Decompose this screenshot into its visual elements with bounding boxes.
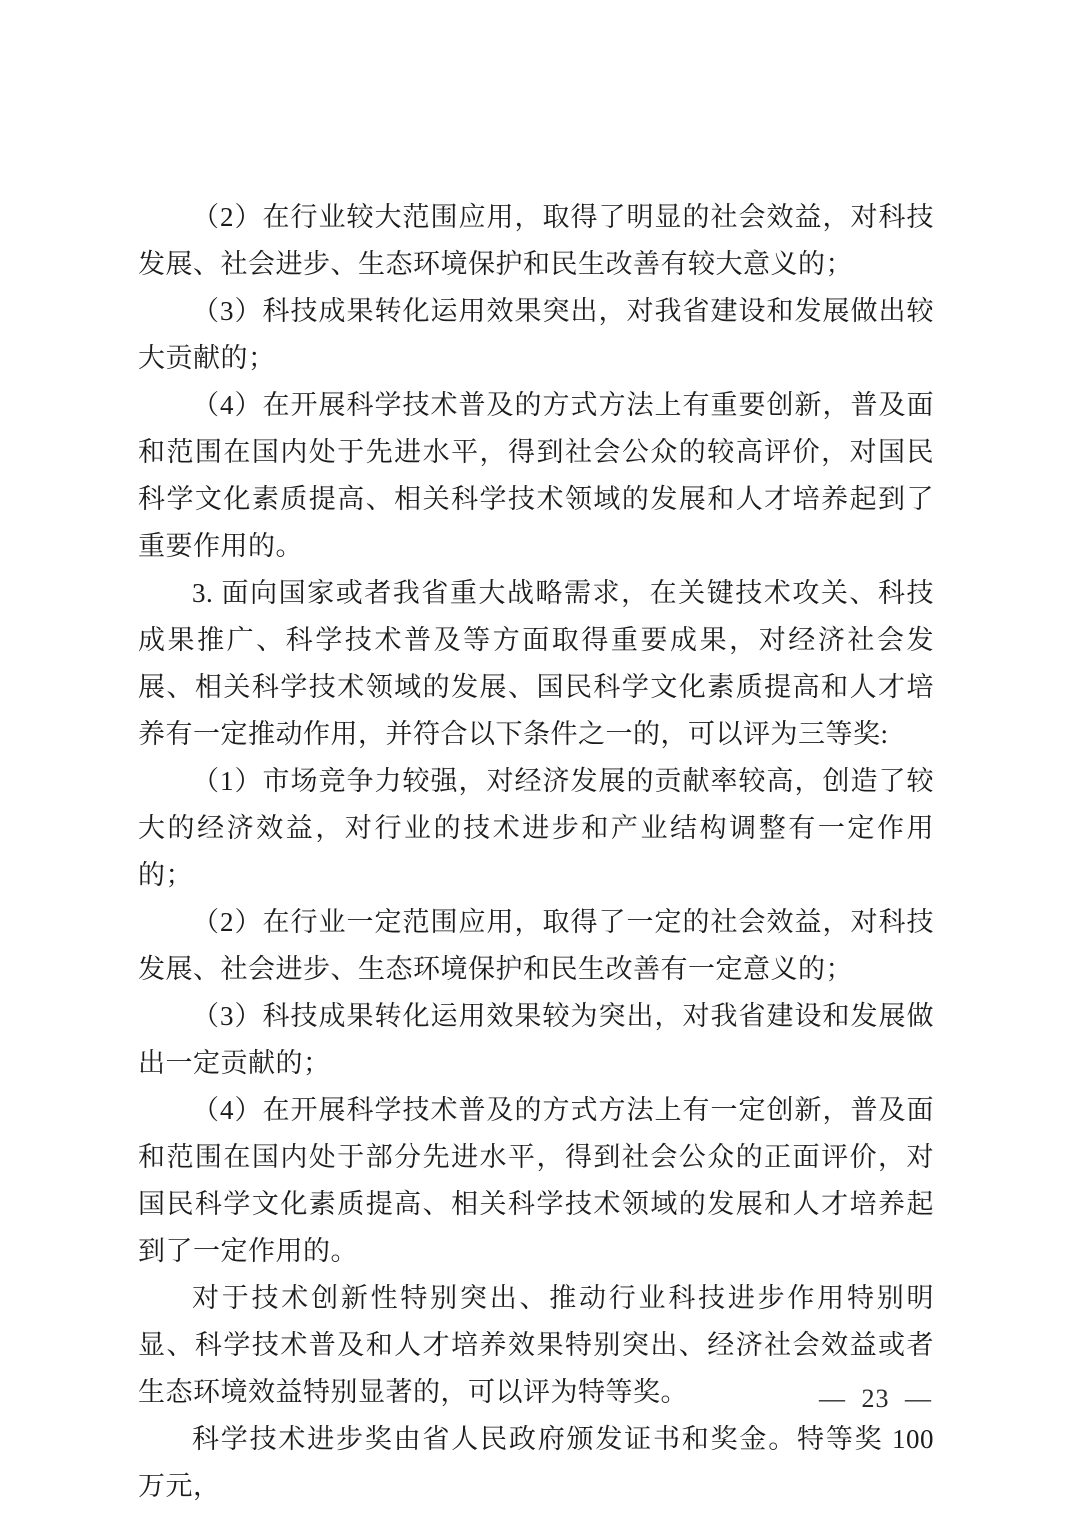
paragraph: （4）在开展科学技术普及的方式方法上有重要创新，普及面和范围在国内处于先进水平，得到社会公众的较高评价，对国民科学文化素质提高、相关科学技术领域的发展和人才培养起到了重要作用的。 xyxy=(138,390,934,561)
paragraph: 科学技术进步奖由省人民政府颁发证书和奖金。特等奖 100 万元， xyxy=(138,1424,934,1501)
paragraph: （2）在行业一定范围应用，取得了一定的社会效益，对科技发展、社会进步、生态环境保护和民生改善有一定意义的； xyxy=(138,907,934,984)
paragraph: 3. 面向国家或者我省重大战略需求，在关键技术攻关、科技成果推广、科学技术普及等方面取得重要成果，对经济社会发展、相关科学技术领域的发展、国民科学文化素质提高和人才培养有一定推动作用，并符合以下条件之一的，可以评为三等奖: xyxy=(138,578,934,749)
document-body xyxy=(138,194,934,1510)
paragraph: 对于技术创新性特别突出、推动行业科技进步作用特别明显、科学技术普及和人才培养效果特别突出、经济社会效益或者生态环境效益特别显著的，可以评为特等奖。 xyxy=(138,1283,934,1407)
paragraph: （2）在行业较大范围应用，取得了明显的社会效益，对科技发展、社会进步、生态环境保护和民生改善有较大意义的； xyxy=(138,202,934,279)
paragraph: （4）在开展科学技术普及的方式方法上有一定创新，普及面和范围在国内处于部分先进水平，得到社会公众的正面评价，对国民科学文化素质提高、相关科学技术领域的发展和人才培养起到了一定作用的。 xyxy=(138,1095,934,1266)
paragraph: （3）科技成果转化运用效果突出，对我省建设和发展做出较大贡献的； xyxy=(138,296,934,373)
page-number: — 23 — xyxy=(819,1384,932,1413)
paragraph: （3）科技成果转化运用效果较为突出，对我省建设和发展做出一定贡献的； xyxy=(138,1001,934,1078)
paragraph: （1）市场竞争力较强，对经济发展的贡献率较高，创造了较大的经济效益，对行业的技术进步和产业结构调整有一定作用的； xyxy=(138,766,934,890)
